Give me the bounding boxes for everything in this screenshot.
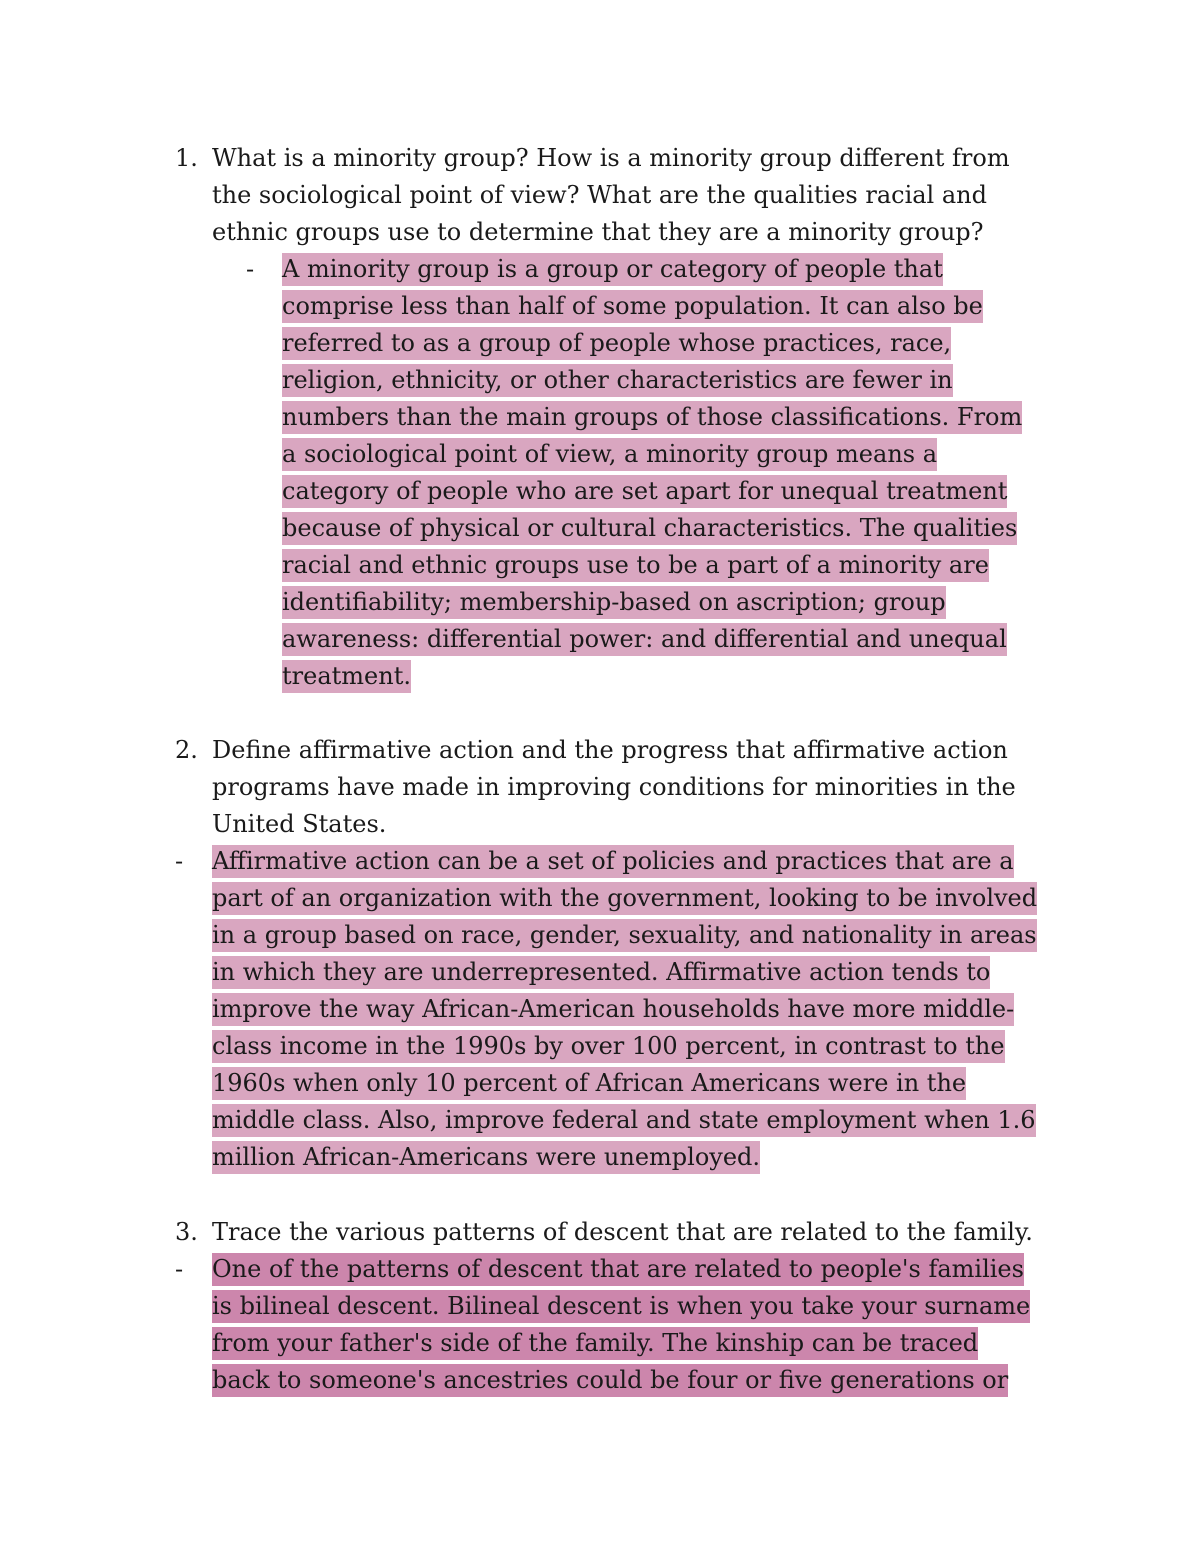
question-1-line-2: the sociological point of view? What are the qualities racial and	[212, 181, 987, 209]
answer-3-line-3: from your father's side of the family. The kinship can be traced	[212, 1327, 978, 1360]
question-1-line-3: ethnic groups use to determine that they are a minority group?	[212, 218, 984, 246]
answer-2-dash: -	[175, 847, 184, 875]
question-1-line-1: What is a minority group? How is a minority group different from	[212, 144, 1010, 172]
question-2-line-1: Define affirmative action and the progress that affirmative action	[212, 736, 1008, 764]
answer-1-line-10: identifiability; membership-based on ascription; group	[282, 586, 946, 619]
question-3-line-1: Trace the various patterns of descent that are related to the family.	[212, 1218, 1033, 1246]
answer-3-line-4: back to someone's ancestries could be four or five generations or	[212, 1364, 1008, 1397]
list-number-3: 3.	[175, 1218, 198, 1246]
answer-2-line-5: improve the way African-American households have more middle-	[212, 993, 1014, 1026]
answer-2-line-7: 1960s when only 10 percent of African Americans were in the	[212, 1067, 966, 1100]
list-number-2: 2.	[175, 736, 198, 764]
answer-2-line-1: Affirmative action can be a set of policies and practices that are a	[212, 845, 1014, 878]
answer-1-line-2: comprise less than half of some population. It can also be	[282, 290, 983, 323]
answer-1-line-9: racial and ethnic groups use to be a part of a minority are	[282, 549, 989, 582]
answer-3-line-1: One of the patterns of descent that are related to people's families	[212, 1253, 1024, 1286]
answer-1-line-6: a sociological point of view, a minority group means a	[282, 438, 937, 471]
answer-2-line-8: middle class. Also, improve federal and state employment when 1.6	[212, 1104, 1036, 1137]
answer-3-dash: -	[175, 1255, 184, 1283]
answer-2-line-2: part of an organization with the government, looking to be involved	[212, 882, 1037, 915]
answer-1-line-1: A minority group is a group or category of people that	[282, 253, 943, 286]
list-number-1: 1.	[175, 144, 198, 172]
answer-1-dash: -	[246, 255, 255, 283]
answer-1-line-12: treatment.	[282, 660, 411, 693]
answer-2-line-3: in a group based on race, gender, sexuality, and nationality in areas	[212, 919, 1037, 952]
answer-2-line-9: million African-Americans were unemployed.	[212, 1141, 760, 1174]
answer-2-line-6: class income in the 1990s by over 100 percent, in contrast to the	[212, 1030, 1005, 1063]
answer-1-line-3: referred to as a group of people whose practices, race,	[282, 327, 951, 360]
answer-1-line-4: religion, ethnicity, or other characteristics are fewer in	[282, 364, 953, 397]
answer-3-line-2: is bilineal descent. Bilineal descent is when you take your surname	[212, 1290, 1030, 1323]
question-2-line-2: programs have made in improving conditions for minorities in the	[212, 773, 1016, 801]
answer-1-line-11: awareness: differential power: and differential and unequal	[282, 623, 1007, 656]
answer-1-line-5: numbers than the main groups of those classifications. From	[282, 401, 1022, 434]
answer-1-line-8: because of physical or cultural characteristics. The qualities	[282, 512, 1017, 545]
answer-1-line-7: category of people who are set apart for unequal treatment	[282, 475, 1007, 508]
question-2-line-3: United States.	[212, 810, 387, 838]
answer-2-line-4: in which they are underrepresented. Affirmative action tends to	[212, 956, 990, 989]
